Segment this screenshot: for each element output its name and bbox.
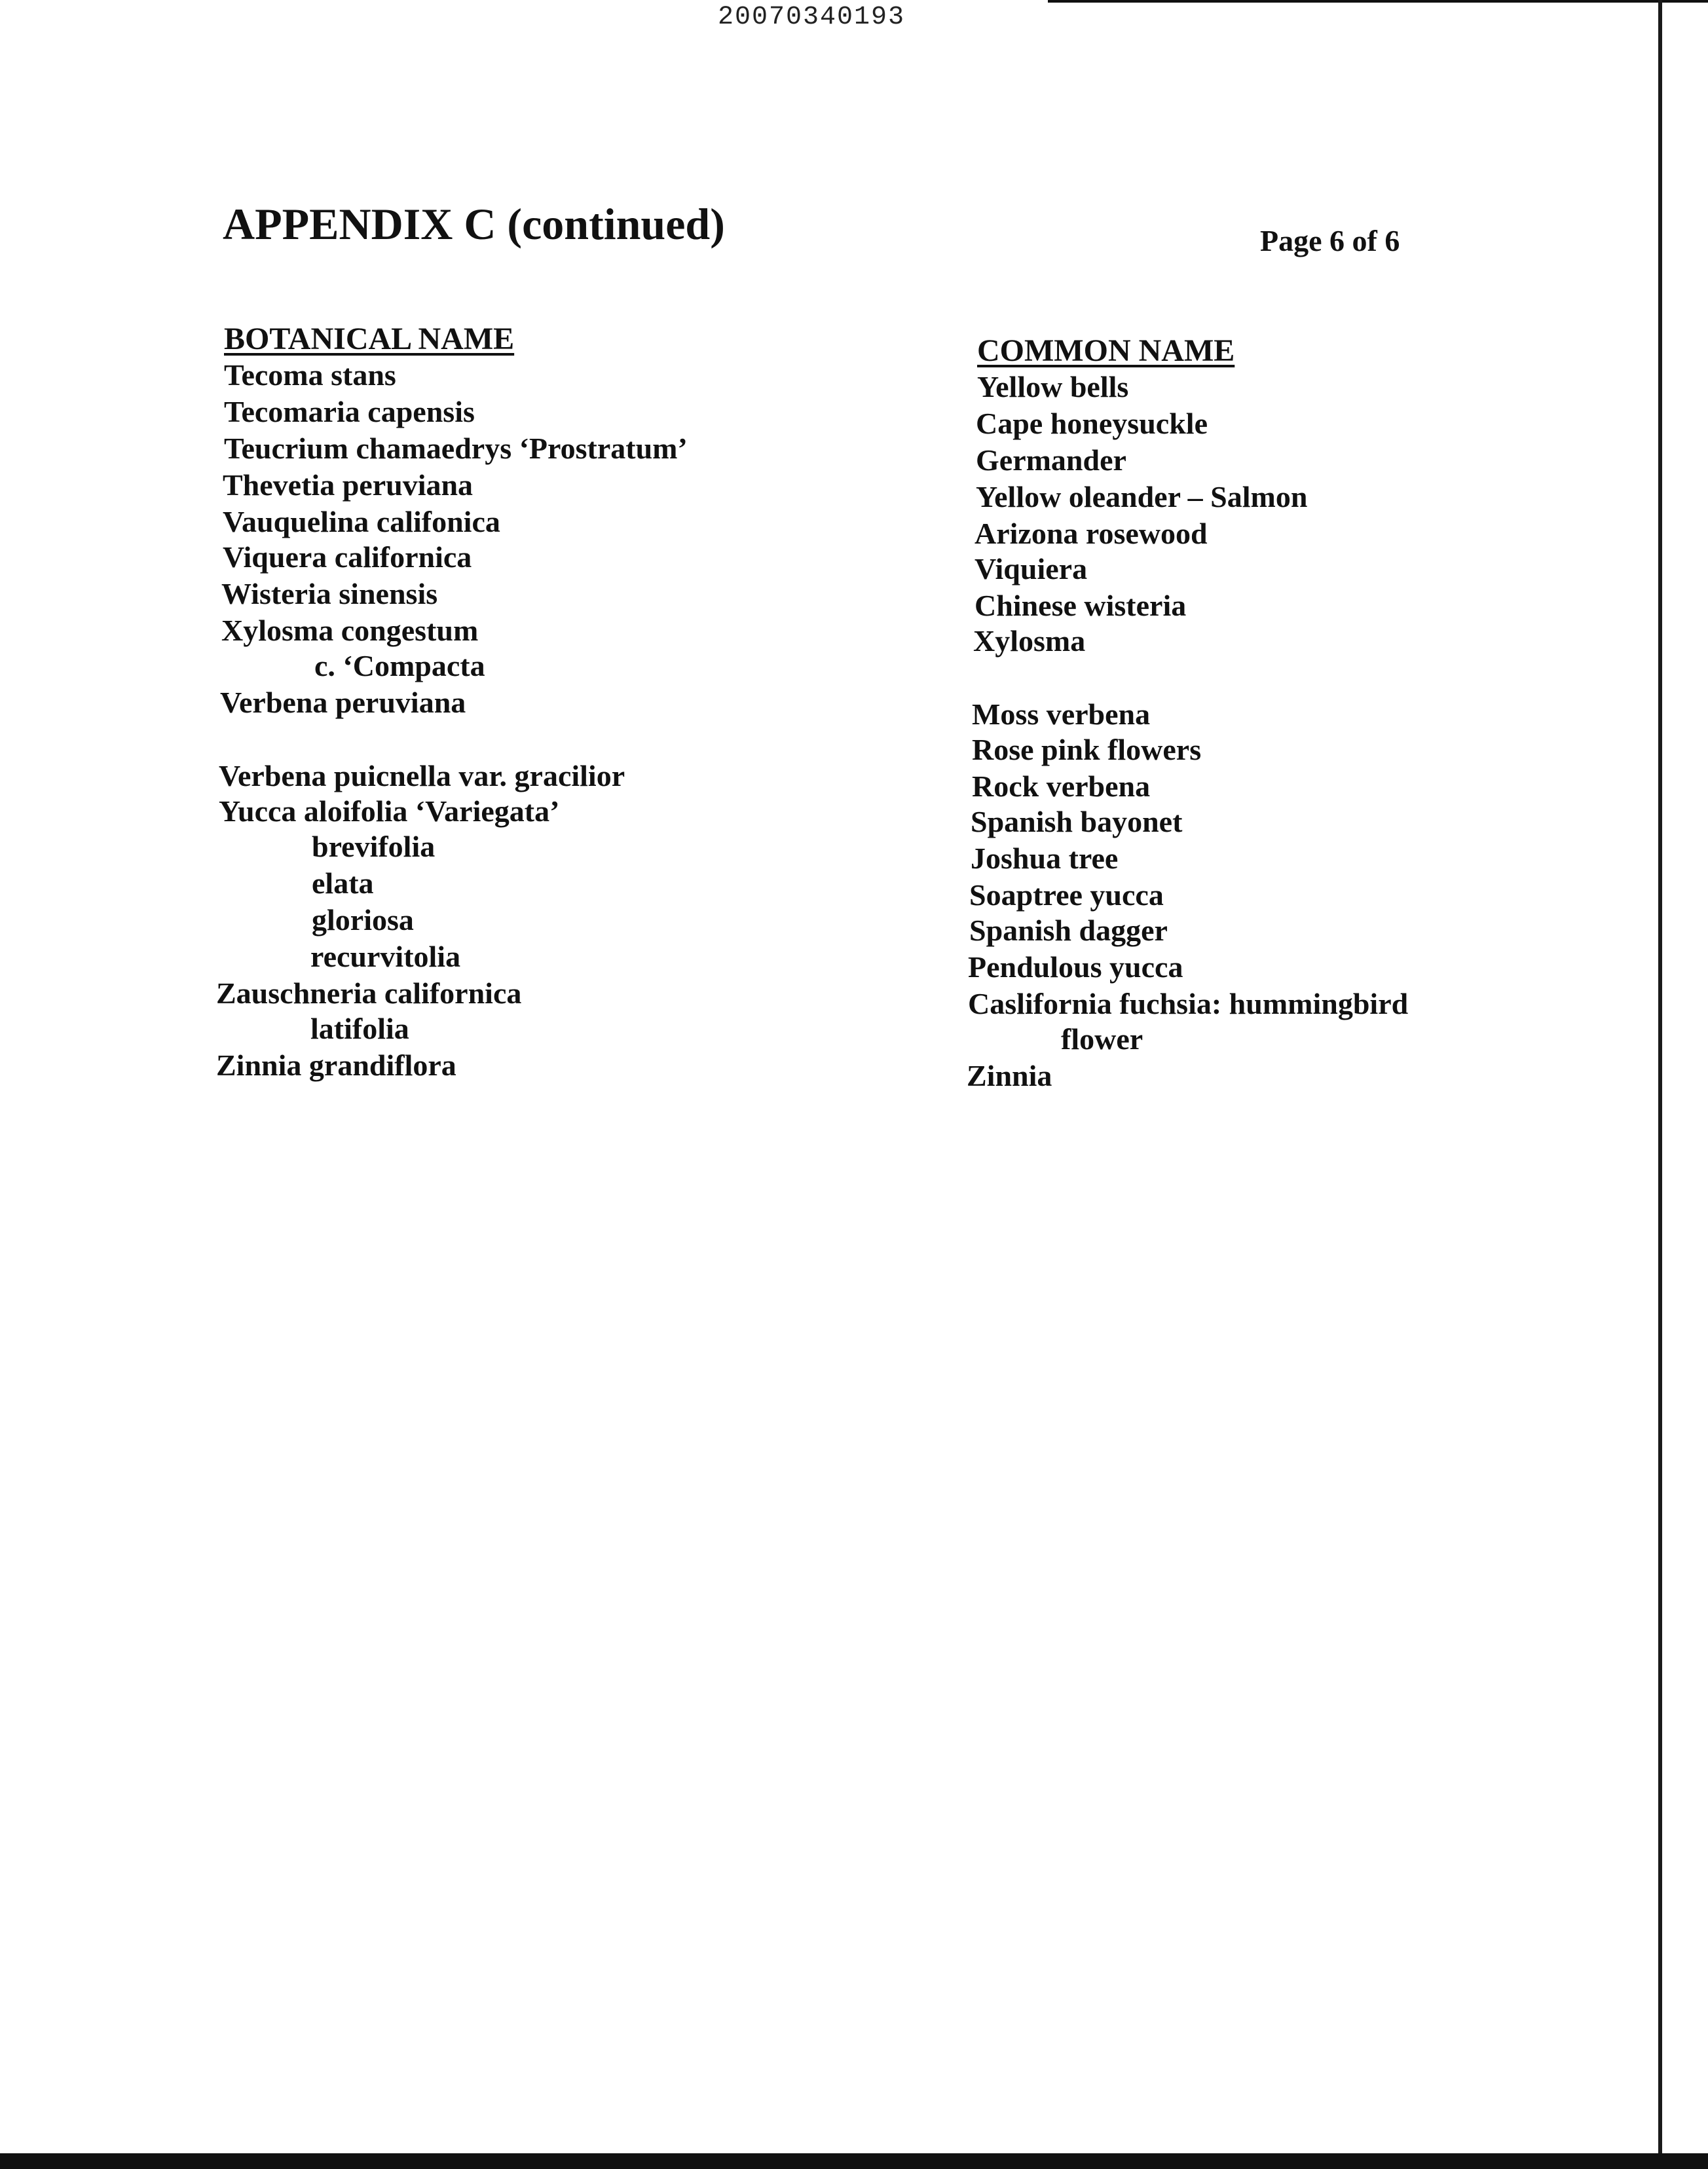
botanical-name-row: Zauschneria californica xyxy=(216,976,522,1010)
botanical-name-row: Verbena puicnella var. gracilior xyxy=(219,759,625,792)
document-id-stamp: 20070340193 xyxy=(718,3,906,32)
botanical-name-row: elata xyxy=(312,866,374,900)
common-name-row: Rose pink flowers xyxy=(972,733,1202,766)
common-name-row: Spanish dagger xyxy=(969,914,1168,947)
common-name-row: Moss verbena xyxy=(972,697,1151,731)
common-name-row: flower xyxy=(1061,1022,1143,1056)
common-name-row: Yellow bells xyxy=(977,370,1129,403)
common-name-row: Spanish bayonet xyxy=(971,805,1183,838)
botanical-name-row: Teucrium chamaedrys ‘Prostratum’ xyxy=(224,432,688,465)
common-name-row: Arizona rosewood xyxy=(975,517,1208,550)
common-name-header: COMMON NAME xyxy=(977,333,1235,368)
botanical-name-row: Yucca aloifolia ‘Variegata’ xyxy=(219,794,560,828)
scan-bottom-edge-band xyxy=(0,2153,1708,2169)
common-name-row: Rock verbena xyxy=(972,769,1151,803)
common-name-row: Soaptree yucca xyxy=(969,878,1164,912)
common-name-row: Xylosma xyxy=(973,624,1086,658)
page-number-label: Page 6 of 6 xyxy=(1260,224,1400,257)
botanical-name-row: Vauquelina califonica xyxy=(223,505,500,538)
botanical-name-row: Viquera californica xyxy=(223,540,472,574)
botanical-name-row: c. ‘Compacta xyxy=(314,649,485,682)
common-name-row: Cape honeysuckle xyxy=(976,407,1208,440)
appendix-title: APPENDIX C (continued) xyxy=(223,199,725,249)
botanical-name-header: BOTANICAL NAME xyxy=(224,322,515,356)
botanical-name-row: Verbena peruviana xyxy=(220,686,466,719)
botanical-name-row: Zinnia grandiflora xyxy=(216,1048,456,1082)
common-name-row: Joshua tree xyxy=(971,842,1119,875)
botanical-name-row: recurvitolia xyxy=(310,940,461,973)
common-name-row: Caslifornia fuchsia: hummingbird xyxy=(968,987,1409,1020)
botanical-name-row: brevifolia xyxy=(312,830,436,863)
common-name-row: Yellow oleander – Salmon xyxy=(976,480,1308,513)
botanical-name-row: Thevetia peruviana xyxy=(223,468,473,502)
common-name-row: Chinese wisteria xyxy=(975,589,1187,622)
common-name-row: Pendulous yucca xyxy=(968,950,1183,984)
botanical-name-row: latifolia xyxy=(310,1012,409,1045)
common-name-row: Germander xyxy=(976,443,1126,477)
common-name-row: Viquiera xyxy=(975,552,1088,585)
common-name-row: Zinnia xyxy=(967,1059,1052,1092)
botanical-name-row: Tecoma stans xyxy=(224,358,396,392)
botanical-name-row: Tecomaria capensis xyxy=(224,395,475,428)
scan-top-edge-line xyxy=(1048,0,1708,3)
botanical-name-row: Xylosma congestum xyxy=(221,614,479,647)
botanical-name-row: Wisteria sinensis xyxy=(221,577,438,610)
botanical-name-row: gloriosa xyxy=(312,903,414,936)
scan-right-edge-line xyxy=(1658,0,1662,2169)
